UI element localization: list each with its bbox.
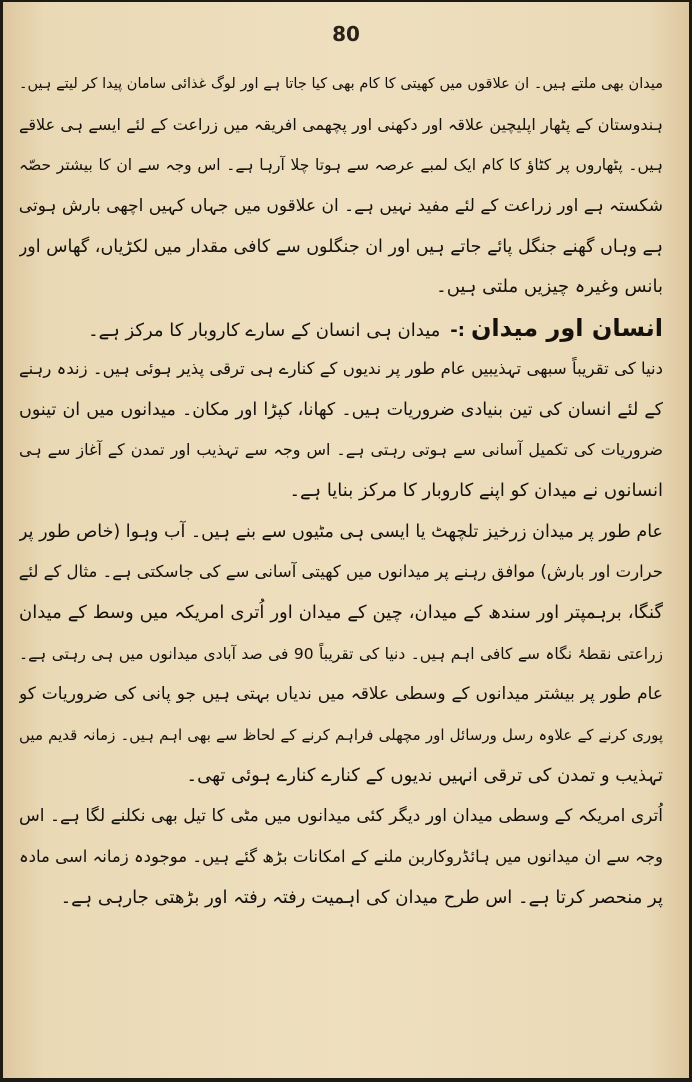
text-line xyxy=(19,186,663,227)
line-text: ہے وہاں گھنے جنگل پائے جاتے ہیں اور ان جنگلوں سے کافی مقدار میں لکڑیاں، گھاس اور xyxy=(19,236,663,257)
line-text: میدان بھی ملتے ہیں۔ ان علاقوں میں کھیتی کا کام بھی کیا جاتا ہے اور لوگ غذائی سامان پیدا کر لیتے ہیں۔ xyxy=(19,76,663,92)
text-line xyxy=(19,512,663,553)
line-text: بانس وغیرہ چیزیں ملتی ہیں۔ xyxy=(436,276,663,298)
text-line xyxy=(19,227,663,268)
text-line xyxy=(19,674,663,715)
line-text: ہندوستان کے پٹھار اپلیچین علاقہ اور دکھنی اور پچھمی افریقہ میں زراعت کے لئے ایسے ہی علاقے xyxy=(19,114,663,134)
page-number: 80 xyxy=(332,22,360,46)
line-text: زراعتی نقطۂ نگاہ سے کافی اہم ہیں۔ دنیا کی تقریباً 90 فی صد آبادی میدانوں میں ہی رہتی ہے۔ xyxy=(19,644,663,663)
line-text: دنیا کی تقریباً سبھی تہذیبیں عام طور پر ندیوں کے کنارے ہی ترقی پذیر ہوئی ہیں۔ زندہ رہنے xyxy=(19,358,663,378)
text-line xyxy=(19,878,663,919)
text-line xyxy=(19,349,663,390)
book-page xyxy=(3,2,689,1078)
line-text: پر منحصر کرتا ہے۔ اس طرح میدان کی اہمیت رفتہ رفتہ اور بڑھتی جارہی ہے۔ xyxy=(60,886,663,908)
body-text xyxy=(19,64,663,918)
text-line xyxy=(19,837,663,878)
line-text: شکستہ ہے اور زراعت کے لئے مفید نہیں ہے۔ ان علاقوں میں جہاں کہیں اچھی بارش ہوتی xyxy=(19,196,663,217)
line-text: ہیں۔ پٹھاروں پر کٹاؤ کا کام ایک لمبے عرصہ سے ہوتا چلا آرہا ہے۔ اس وجہ سے ان کا بیشتر حصّہ xyxy=(19,156,663,175)
text-line xyxy=(19,267,663,308)
section-heading-line xyxy=(19,308,663,349)
text-line xyxy=(19,756,663,797)
line-text: حرارت اور بارش) موافق رہنے پر میدانوں میں کھیتی آسانی سے کی جاسکتی ہے۔ مثال کے لئے xyxy=(19,562,663,582)
text-line xyxy=(19,715,663,756)
text-line xyxy=(19,552,663,593)
line-text: وجہ سے ان میدانوں میں ہائڈروکاربن ملنے کے امکانات بڑھ گئے ہیں۔ موجودہ زمانہ اسی مادہ xyxy=(19,847,663,867)
line-text: میدان ہی انسان کے سارے کاروبار کا مرکز ہے۔ xyxy=(88,320,441,342)
section-heading: انسان اور میدان xyxy=(470,314,663,343)
line-text: عام طور پر میدان زرخیز تلچھٹ یا ایسی ہی مٹیوں سے بنے ہیں۔ آب وہوا (خاص طور پر xyxy=(19,521,663,542)
line-text: گنگا، برہمپتر اور سندھ کے میدان، چین کے میدان اور اُتری امریکہ میں وسط کے میدان xyxy=(19,601,663,623)
text-line xyxy=(19,796,663,837)
line-text: اُتری امریکہ کے وسطی میدان اور دیگر کئی میدانوں میں مٹی کا تیل بھی نکلنے لگا ہے۔ اس xyxy=(19,806,663,827)
line-text: تہذیب و تمدن کی ترقی انہیں ندیوں کے کنارے کنارے ہوئی تھی۔ xyxy=(186,764,663,786)
line-text: پوری کرنے کے علاوہ رسل ورسائل اور مچھلی فراہم کرنے کے لحاظ سے بھی اہم ہیں۔ زمانہ قدیم میں xyxy=(19,726,663,744)
text-line xyxy=(19,471,663,512)
text-line xyxy=(19,105,663,146)
line-text: کے لئے انسان کی تین بنیادی ضروریات ہیں۔ کھانا، کپڑا اور مکان۔ میدانوں میں ان تینوں xyxy=(19,399,663,420)
line-text: عام طور پر بیشتر میدانوں کے وسطی علاقہ میں ندیاں بہتی ہیں جو پانی کی ضروریات کو xyxy=(19,684,663,705)
text-line xyxy=(19,390,663,431)
text-line xyxy=(19,593,663,634)
heading-separator: :- xyxy=(450,320,465,342)
text-line xyxy=(19,64,663,105)
line-text: ضروریات کی تکمیل آسانی سے ہوتی رہتی ہے۔ اس وجہ سے تہذیب اور تمدن کے آغاز سے ہی xyxy=(19,440,663,460)
text-line xyxy=(19,145,663,186)
line-text: انسانوں نے میدان کو اپنے کاروبار کا مرکز بنایا ہے۔ xyxy=(289,479,663,501)
text-line xyxy=(19,430,663,471)
text-line xyxy=(19,634,663,675)
